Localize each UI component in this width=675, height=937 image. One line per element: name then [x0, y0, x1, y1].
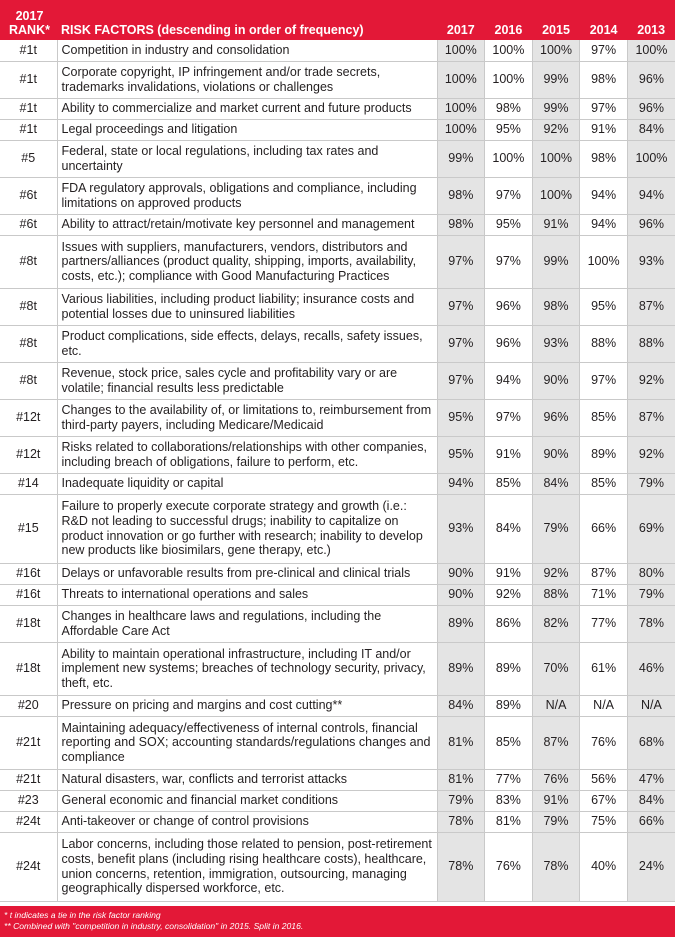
- percent-cell: 100%: [532, 140, 580, 177]
- risk-factor-cell: Maintaining adequacy/effectiveness of internal controls, financial reporting and SOX; accounting standards/regulations changes and compliance: [57, 716, 437, 769]
- risk-factor-cell: Competition in industry and consolidation: [57, 40, 437, 61]
- table-row: [0, 61, 675, 98]
- table-body: [0, 40, 675, 901]
- percent-cell: 99%: [532, 61, 580, 98]
- percent-cell: 95%: [485, 214, 533, 235]
- percent-cell: 85%: [485, 473, 533, 494]
- percent-cell: 77%: [485, 769, 533, 790]
- percent-cell: 96%: [532, 399, 580, 436]
- percent-cell: 97%: [580, 362, 628, 399]
- percent-cell: 100%: [532, 177, 580, 214]
- percent-cell: 87%: [627, 288, 675, 325]
- year-header: 2013: [627, 0, 675, 40]
- table-row: [0, 399, 675, 436]
- percent-cell: 84%: [485, 494, 533, 563]
- percent-cell: 76%: [532, 769, 580, 790]
- percent-cell: 100%: [437, 61, 485, 98]
- percent-cell: 96%: [627, 98, 675, 119]
- year-header: 2015: [532, 0, 580, 40]
- percent-cell: 89%: [437, 605, 485, 642]
- percent-cell: 91%: [580, 119, 628, 140]
- percent-cell: 78%: [532, 832, 580, 901]
- percent-cell: 47%: [627, 769, 675, 790]
- rank-cell: #8t: [0, 325, 57, 362]
- percent-cell: 96%: [485, 325, 533, 362]
- year-header: 2016: [485, 0, 533, 40]
- percent-cell: 56%: [580, 769, 628, 790]
- percent-cell: 78%: [627, 605, 675, 642]
- risk-factor-cell: Labor concerns, including those related to pension, post-retirement costs, benefit plans (including rising healthcare costs), healthcare, union concerns, retention, immigration, outsourcing, managing geographically dispersed workforce, etc.: [57, 832, 437, 901]
- percent-cell: 89%: [485, 695, 533, 716]
- table-row: [0, 119, 675, 140]
- percent-cell: 93%: [627, 235, 675, 288]
- percent-cell: 61%: [580, 642, 628, 695]
- rank-header-line1: 2017: [15, 9, 44, 23]
- table-row: [0, 695, 675, 716]
- percent-cell: 100%: [485, 140, 533, 177]
- percent-cell: 76%: [485, 832, 533, 901]
- percent-cell: 100%: [437, 98, 485, 119]
- risk-factor-cell: General economic and financial market conditions: [57, 790, 437, 811]
- table-row: [0, 716, 675, 769]
- percent-cell: 98%: [437, 214, 485, 235]
- percent-cell: 88%: [580, 325, 628, 362]
- table-row: [0, 140, 675, 177]
- rank-cell: #21t: [0, 769, 57, 790]
- table-row: [0, 473, 675, 494]
- table-row: [0, 325, 675, 362]
- percent-cell: 66%: [627, 811, 675, 832]
- rank-cell: #14: [0, 473, 57, 494]
- risk-factor-cell: Failure to properly execute corporate strategy and growth (i.e.: R&D not leading to successful drugs; inability to capitalize on product innovation or go further with research; inability to develop new products like biosimilars, gene therapy, etc.): [57, 494, 437, 563]
- rank-cell: #21t: [0, 716, 57, 769]
- percent-cell: 79%: [532, 811, 580, 832]
- percent-cell: 94%: [580, 214, 628, 235]
- percent-cell: 91%: [485, 436, 533, 473]
- risk-factor-cell: Ability to attract/retain/motivate key personnel and management: [57, 214, 437, 235]
- table-row: [0, 494, 675, 563]
- percent-cell: 94%: [580, 177, 628, 214]
- percent-cell: 92%: [532, 563, 580, 584]
- year-header: 2017: [437, 0, 485, 40]
- risk-factor-cell: Revenue, stock price, sales cycle and profitability vary or are volatile; financial results less predictable: [57, 362, 437, 399]
- rank-cell: #24t: [0, 832, 57, 901]
- percent-cell: 100%: [532, 40, 580, 61]
- risk-factor-cell: Pressure on pricing and margins and cost cutting**: [57, 695, 437, 716]
- risk-factor-cell: Legal proceedings and litigation: [57, 119, 437, 140]
- percent-cell: 89%: [437, 642, 485, 695]
- percent-cell: 68%: [627, 716, 675, 769]
- percent-cell: 100%: [627, 40, 675, 61]
- percent-cell: 93%: [437, 494, 485, 563]
- risk-factor-cell: Federal, state or local regulations, including tax rates and uncertainty: [57, 140, 437, 177]
- percent-cell: 99%: [532, 235, 580, 288]
- percent-cell: 84%: [627, 119, 675, 140]
- rank-cell: #8t: [0, 235, 57, 288]
- percent-cell: 97%: [437, 325, 485, 362]
- percent-cell: 85%: [485, 716, 533, 769]
- percent-cell: 95%: [437, 399, 485, 436]
- table-row: [0, 790, 675, 811]
- percent-cell: 75%: [580, 811, 628, 832]
- risk-factor-cell: Various liabilities, including product liability; insurance costs and potential losses due to uninsured liabilities: [57, 288, 437, 325]
- percent-cell: 90%: [437, 563, 485, 584]
- rank-cell: #12t: [0, 436, 57, 473]
- table-header: [0, 0, 675, 40]
- table-row: [0, 584, 675, 605]
- percent-cell: 98%: [532, 288, 580, 325]
- risk-factor-cell: Product complications, side effects, delays, recalls, safety issues, etc.: [57, 325, 437, 362]
- rank-cell: #6t: [0, 214, 57, 235]
- rank-cell: #15: [0, 494, 57, 563]
- risk-factor-cell: Ability to commercialize and market current and future products: [57, 98, 437, 119]
- footnote-combined: ** Combined with "competition in industry, consolidation" in 2015. Split in 2016.: [4, 921, 304, 931]
- percent-cell: 67%: [580, 790, 628, 811]
- risk-factor-cell: Issues with suppliers, manufacturers, vendors, distributors and partners/alliances (product quality, shipping, imports, availability, costs, etc.); compliance with Good Manufacturing Practices: [57, 235, 437, 288]
- table-row: [0, 40, 675, 61]
- percent-cell: 92%: [627, 362, 675, 399]
- percent-cell: 91%: [532, 790, 580, 811]
- percent-cell: 84%: [437, 695, 485, 716]
- percent-cell: 99%: [532, 98, 580, 119]
- percent-cell: 90%: [437, 584, 485, 605]
- rank-cell: #24t: [0, 811, 57, 832]
- table-row: [0, 563, 675, 584]
- percent-cell: 100%: [437, 119, 485, 140]
- percent-cell: 98%: [580, 140, 628, 177]
- percent-cell: 82%: [532, 605, 580, 642]
- percent-cell: 46%: [627, 642, 675, 695]
- percent-cell: 94%: [485, 362, 533, 399]
- percent-cell: 98%: [580, 61, 628, 98]
- percent-cell: 77%: [580, 605, 628, 642]
- percent-cell: 70%: [532, 642, 580, 695]
- rank-cell: #12t: [0, 399, 57, 436]
- percent-cell: 69%: [627, 494, 675, 563]
- percent-cell: 89%: [485, 642, 533, 695]
- rank-cell: #16t: [0, 584, 57, 605]
- percent-cell: 96%: [627, 61, 675, 98]
- rank-cell: #16t: [0, 563, 57, 584]
- percent-cell: 97%: [437, 235, 485, 288]
- percent-cell: 100%: [485, 61, 533, 98]
- rank-header-line2: RANK*: [9, 23, 50, 37]
- rank-cell: #1t: [0, 119, 57, 140]
- rank-cell: #5: [0, 140, 57, 177]
- table-row: [0, 288, 675, 325]
- percent-cell: 97%: [437, 288, 485, 325]
- percent-cell: 97%: [580, 98, 628, 119]
- percent-cell: 95%: [437, 436, 485, 473]
- percent-cell: 80%: [627, 563, 675, 584]
- percent-cell: 84%: [627, 790, 675, 811]
- percent-cell: 91%: [485, 563, 533, 584]
- risk-factor-cell: FDA regulatory approvals, obligations and compliance, including limitations on approved products: [57, 177, 437, 214]
- risk-factor-cell: Ability to maintain operational infrastructure, including IT and/or implement new systems; breaches of technology security, privacy, theft, etc.: [57, 642, 437, 695]
- footnotes: [0, 906, 675, 937]
- risk-factor-cell: Risks related to collaborations/relationships with other companies, including breach of obligations, failure to perform, etc.: [57, 436, 437, 473]
- percent-cell: 95%: [580, 288, 628, 325]
- percent-cell: 78%: [437, 832, 485, 901]
- risk-factor-cell: Changes in healthcare laws and regulations, including the Affordable Care Act: [57, 605, 437, 642]
- table-row: [0, 605, 675, 642]
- percent-cell: N/A: [532, 695, 580, 716]
- percent-cell: 90%: [532, 362, 580, 399]
- percent-cell: 97%: [485, 177, 533, 214]
- risk-factor-cell: Corporate copyright, IP infringement and/or trade secrets, trademarks invalidations, violations or challenges: [57, 61, 437, 98]
- risk-factor-cell: Natural disasters, war, conflicts and terrorist attacks: [57, 769, 437, 790]
- percent-cell: N/A: [580, 695, 628, 716]
- rank-cell: #20: [0, 695, 57, 716]
- percent-cell: 88%: [627, 325, 675, 362]
- rank-header: [0, 0, 57, 40]
- table-row: [0, 235, 675, 288]
- percent-cell: 40%: [580, 832, 628, 901]
- percent-cell: 97%: [580, 40, 628, 61]
- percent-cell: 97%: [485, 399, 533, 436]
- rank-cell: #1t: [0, 40, 57, 61]
- percent-cell: 100%: [437, 40, 485, 61]
- percent-cell: 96%: [627, 214, 675, 235]
- table-row: [0, 362, 675, 399]
- table-row: [0, 436, 675, 473]
- risk-factor-cell: Changes to the availability of, or limitations to, reimbursement from third-party payers, including Medicare/Medicaid: [57, 399, 437, 436]
- rank-cell: #6t: [0, 177, 57, 214]
- percent-cell: 79%: [627, 584, 675, 605]
- percent-cell: 78%: [437, 811, 485, 832]
- table-row: [0, 214, 675, 235]
- percent-cell: 98%: [485, 98, 533, 119]
- percent-cell: 100%: [580, 235, 628, 288]
- footnote-tie: * t indicates a tie in the risk factor ranking: [4, 910, 161, 920]
- percent-cell: 87%: [532, 716, 580, 769]
- percent-cell: 97%: [437, 362, 485, 399]
- year-header: 2014: [580, 0, 628, 40]
- rank-cell: #23: [0, 790, 57, 811]
- risk-factor-header: RISK FACTORS (descending in order of frequency): [57, 0, 437, 40]
- percent-cell: 71%: [580, 584, 628, 605]
- rank-cell: #1t: [0, 61, 57, 98]
- percent-cell: 94%: [437, 473, 485, 494]
- percent-cell: 81%: [437, 716, 485, 769]
- percent-cell: 91%: [532, 214, 580, 235]
- percent-cell: 84%: [532, 473, 580, 494]
- percent-cell: 99%: [437, 140, 485, 177]
- percent-cell: 97%: [485, 235, 533, 288]
- percent-cell: 87%: [580, 563, 628, 584]
- percent-cell: 85%: [580, 473, 628, 494]
- table-row: [0, 177, 675, 214]
- percent-cell: 92%: [532, 119, 580, 140]
- percent-cell: 89%: [580, 436, 628, 473]
- risk-factor-cell: Anti-takeover or change of control provisions: [57, 811, 437, 832]
- rank-cell: #8t: [0, 362, 57, 399]
- percent-cell: 79%: [627, 473, 675, 494]
- percent-cell: 86%: [485, 605, 533, 642]
- risk-factor-cell: Threats to international operations and sales: [57, 584, 437, 605]
- percent-cell: 79%: [532, 494, 580, 563]
- risk-factor-cell: Inadequate liquidity or capital: [57, 473, 437, 494]
- percent-cell: 92%: [485, 584, 533, 605]
- percent-cell: 88%: [532, 584, 580, 605]
- percent-cell: 81%: [437, 769, 485, 790]
- percent-cell: 87%: [627, 399, 675, 436]
- table-row: [0, 769, 675, 790]
- percent-cell: 66%: [580, 494, 628, 563]
- percent-cell: 81%: [485, 811, 533, 832]
- percent-cell: 76%: [580, 716, 628, 769]
- percent-cell: 79%: [437, 790, 485, 811]
- percent-cell: 93%: [532, 325, 580, 362]
- rank-cell: #1t: [0, 98, 57, 119]
- percent-cell: 96%: [485, 288, 533, 325]
- percent-cell: N/A: [627, 695, 675, 716]
- rank-cell: #18t: [0, 642, 57, 695]
- percent-cell: 24%: [627, 832, 675, 901]
- percent-cell: 98%: [437, 177, 485, 214]
- percent-cell: 85%: [580, 399, 628, 436]
- percent-cell: 90%: [532, 436, 580, 473]
- percent-cell: 94%: [627, 177, 675, 214]
- rank-cell: #8t: [0, 288, 57, 325]
- risk-factor-cell: Delays or unfavorable results from pre-clinical and clinical trials: [57, 563, 437, 584]
- percent-cell: 92%: [627, 436, 675, 473]
- table-row: [0, 832, 675, 901]
- table-row: [0, 811, 675, 832]
- percent-cell: 95%: [485, 119, 533, 140]
- rank-cell: #18t: [0, 605, 57, 642]
- percent-cell: 100%: [485, 40, 533, 61]
- table-row: [0, 642, 675, 695]
- table-row: [0, 98, 675, 119]
- percent-cell: 83%: [485, 790, 533, 811]
- percent-cell: 100%: [627, 140, 675, 177]
